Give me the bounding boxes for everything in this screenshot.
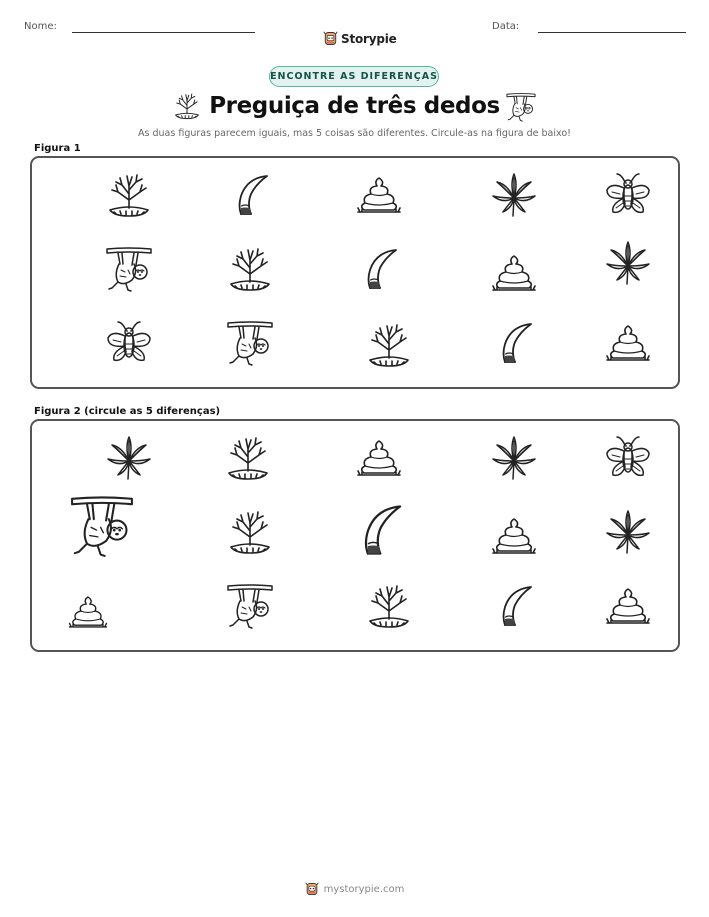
brand-name: Storypie [341, 31, 397, 46]
moth-icon [104, 318, 154, 368]
sloth-icon[interactable] [68, 492, 136, 560]
figure-1-label: Figura 1 [34, 143, 81, 154]
coral-icon [225, 244, 275, 294]
coral-icon [364, 320, 414, 370]
page-title: Preguiça de três dedos [209, 93, 500, 119]
footer-url[interactable]: mystorypie.com [323, 883, 405, 895]
coral-icon[interactable] [223, 433, 273, 483]
leaf-icon [489, 170, 539, 220]
coral-icon [104, 170, 154, 220]
claw-icon [489, 318, 539, 368]
header [0, 18, 709, 46]
name-field[interactable] [72, 32, 255, 33]
sloth-icon [104, 244, 154, 294]
claw-icon [225, 170, 275, 220]
figure-2-label: Figura 2 (circule as 5 diferenças) [34, 406, 221, 417]
activity-badge: ENCONTRE AS DIFERENÇAS [269, 66, 439, 87]
poop-icon [489, 248, 539, 298]
claw-icon[interactable] [489, 581, 539, 631]
leaf-icon[interactable] [489, 433, 539, 483]
claw-icon[interactable] [348, 499, 410, 561]
poop-icon[interactable] [603, 581, 653, 631]
poop-icon[interactable] [354, 433, 404, 483]
poop-icon[interactable] [66, 590, 110, 634]
moth-icon[interactable] [603, 433, 653, 483]
date-label: Data: [492, 21, 520, 32]
poop-icon [354, 170, 404, 220]
title-row [0, 91, 709, 125]
moth-icon [603, 170, 653, 220]
name-label: Nome: [24, 21, 57, 32]
figure-2-panel[interactable] [30, 419, 680, 652]
instructions: As duas figuras parecem iguais, mas 5 coisas são diferentes. Circule-as na figura de baixo! [138, 128, 571, 139]
mascot-icon [305, 882, 319, 896]
sloth-icon [505, 91, 537, 123]
sloth-icon [225, 318, 275, 368]
date-field[interactable] [538, 32, 686, 33]
leaf-icon[interactable] [603, 507, 653, 557]
footer [0, 880, 709, 898]
leaf-icon [603, 238, 653, 288]
leaf-icon[interactable] [104, 433, 154, 483]
coral-icon[interactable] [364, 581, 414, 631]
coral-icon[interactable] [225, 507, 275, 557]
poop-icon [603, 318, 653, 368]
mascot-icon [323, 31, 338, 46]
claw-icon [354, 244, 404, 294]
figure-1-panel [30, 156, 680, 389]
poop-icon[interactable] [489, 511, 539, 561]
brand-logo [323, 31, 397, 46]
sloth-icon[interactable] [225, 581, 275, 631]
